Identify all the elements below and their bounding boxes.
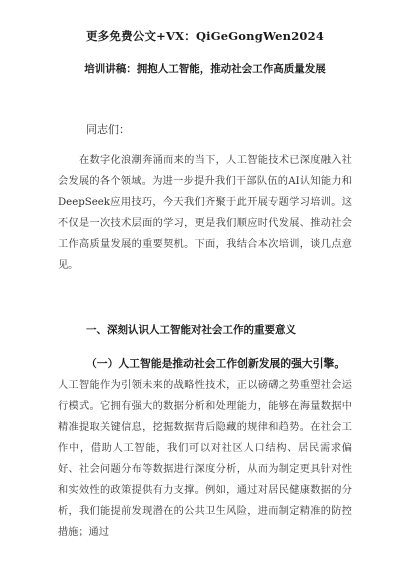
section-heading: 一、深刻认识人工智能对社会工作的重要意义 bbox=[86, 324, 296, 336]
salutation: 同志们： bbox=[86, 123, 130, 136]
document-subtitle: 培训讲稿：拥抱人工智能，推动社会工作高质量发展 bbox=[84, 63, 326, 75]
intro-paragraph: 在数字化浪潮奔涌而来的当下，人工智能技术已深度融入社会发展的各个领域。为进一步提升我们干部队伍的AI认知能力和DeepSeek应用技巧，今天我们齐聚于此开展专题学习培训。这不仅是一次技术层面的学习，更是我们顺应时代发展、推动社会工作高质量发展的重要契机。下面，我结合本次培训，谈几点意见。 bbox=[58, 155, 352, 271]
subsection-heading: （一）人工智能是推动社会工作创新发展的强大引擎。 bbox=[86, 357, 346, 370]
document-header: 更多免费公文+VX：QiGeGongWen2024 bbox=[85, 29, 325, 43]
body-paragraph: 人工智能作为引领未来的战略性技术，正以磅礴之势重塑社会运行模式。它拥有强大的数据分析和处理能力，能够在海量数据中精准提取关键信息，挖掘数据背后隐藏的规律和趋势。在社会工作中，借助人工智能，我们可以对社区人口结构、居民需求偏好、社会问题分布等数据进行深度分析，从而为制定更具针对性和实效性的政策提供有力支撑。例如，通过对居民健康数据的分析，我们能提前发现潜在的公共卫生风险，进而制定精准的防控措施；通过 bbox=[58, 380, 352, 538]
